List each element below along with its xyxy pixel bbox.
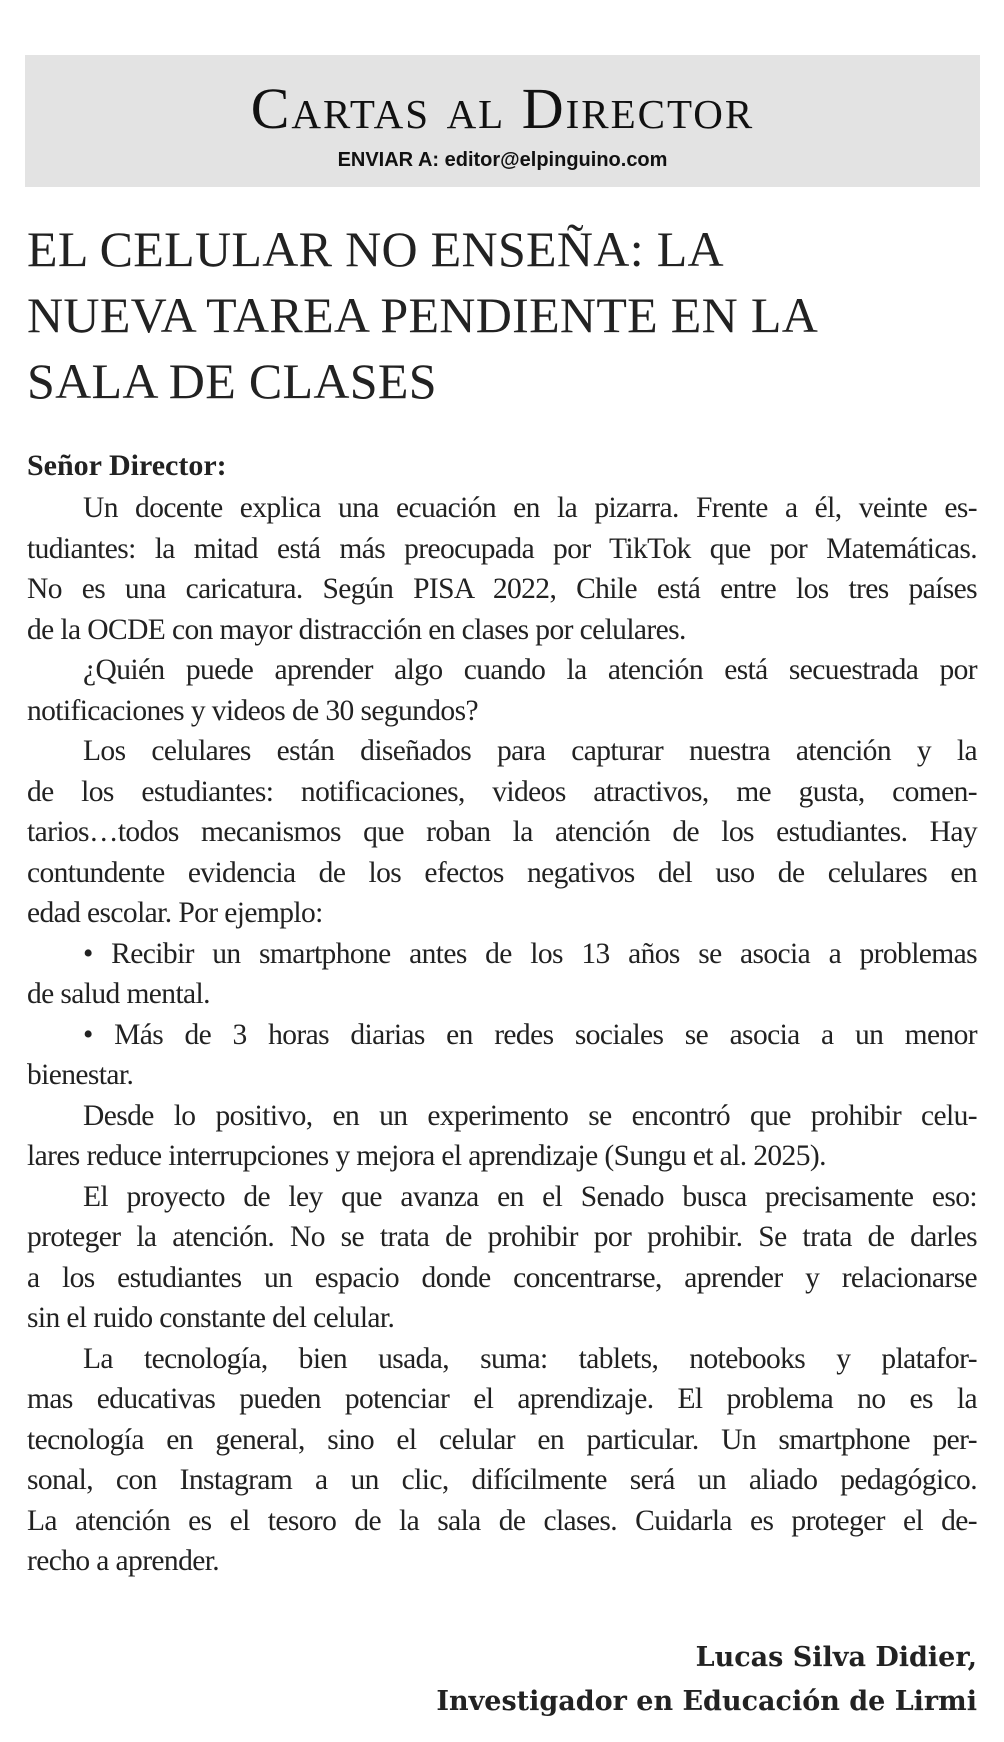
- text-line: bienestar.: [27, 1059, 134, 1091]
- text-line: No es una caricatura. Según PISA 2022, Chile está entre los tres países: [27, 573, 977, 605]
- letter-body: [27, 488, 977, 1582]
- headline-line: EL CELULAR NO ENSEÑA: LA: [27, 221, 724, 277]
- bullet-item: [27, 934, 977, 1015]
- text-line: de la OCDE con mayor distracción en clases por celulares.: [27, 613, 686, 646]
- text-line: ¿Quién puede aprender algo cuando la atención está secuestrada por: [83, 654, 977, 686]
- letter-paragraph: [27, 1096, 977, 1177]
- headline-line: SALA DE CLASES: [27, 353, 437, 409]
- letter-paragraph: [27, 1339, 977, 1582]
- headline: [27, 216, 977, 414]
- text-line: lares reduce interrupciones y mejora el aprendizaje (Sungu et al. 2025).: [27, 1140, 826, 1172]
- text-line: proteger la atención. No se trata de prohibir por prohibir. Se trata de darles: [27, 1221, 977, 1253]
- text-line: tecnología en general, sino el celular en particular. Un smartphone per-: [27, 1423, 977, 1456]
- text-line: recho a aprender.: [27, 1545, 220, 1577]
- text-line: Desde lo positivo, en un experimento se encontró que prohibir celu-: [83, 1099, 977, 1132]
- headline-line: NUEVA TAREA PENDIENTE EN LA: [27, 287, 819, 343]
- text-line: La tecnología, bien usada, suma: tablets, notebooks y platafor-: [83, 1342, 977, 1375]
- signature: [436, 1636, 977, 1724]
- text-line: de los estudiantes: notificaciones, videos atractivos, me gusta, comen-: [27, 775, 977, 808]
- author-name: Lucas Silva Didier,: [695, 1642, 977, 1673]
- author-role: Investigador en Educación de Lirmi: [436, 1686, 977, 1717]
- text-line: • Recibir un smartphone antes de los 13 años se asocia a problemas: [83, 937, 977, 970]
- bullet-item: [27, 1015, 977, 1096]
- text-line: a los estudiantes un espacio donde concentrarse, aprender y relacionarse: [27, 1261, 977, 1294]
- text-line: El proyecto de ley que avanza en el Senado busca precisamente eso:: [83, 1180, 977, 1213]
- text-line: sin el ruido constante del celular.: [27, 1302, 395, 1334]
- text-line: contundente evidencia de los efectos negativos del uso de celulares en: [27, 856, 977, 889]
- text-line: La atención es el tesoro de la sala de clases. Cuidarla es proteger el de-: [27, 1504, 977, 1537]
- letter-paragraph: [27, 731, 977, 934]
- text-line: Los celulares están diseñados para capturar nuestra atención y la: [83, 735, 977, 767]
- send-to-email: ENVIAR A: editor@elpinguino.com: [337, 149, 668, 171]
- text-line: de salud mental.: [27, 978, 210, 1010]
- text-line: tarios…todos mecanismos que roban la atención de los estudiantes. Hay: [27, 816, 977, 848]
- section-header: [25, 55, 980, 187]
- letter-paragraph: [27, 1177, 977, 1339]
- text-line: edad escolar. Por ejemplo:: [27, 897, 323, 929]
- salutation: Señor Director:: [27, 449, 227, 482]
- letter-paragraph: [27, 650, 977, 731]
- text-line: sonal, con Instagram a un clic, difícilmente será un aliado pedagógico.: [27, 1464, 977, 1496]
- text-line: notificaciones y videos de 30 segundos?: [27, 694, 478, 727]
- text-line: mas educativas pueden potenciar el aprendizaje. El problema no es la: [27, 1383, 977, 1415]
- text-line: Un docente explica una ecuación en la pizarra. Frente a él, veinte es-: [83, 492, 977, 524]
- section-title: Cartas al Director: [250, 76, 755, 141]
- text-line: tudiantes: la mitad está más preocupada por TikTok que por Matemáticas.: [27, 532, 977, 565]
- letter-paragraph: [27, 488, 977, 650]
- text-line: • Más de 3 horas diarias en redes sociales se asocia a un menor: [83, 1018, 977, 1051]
